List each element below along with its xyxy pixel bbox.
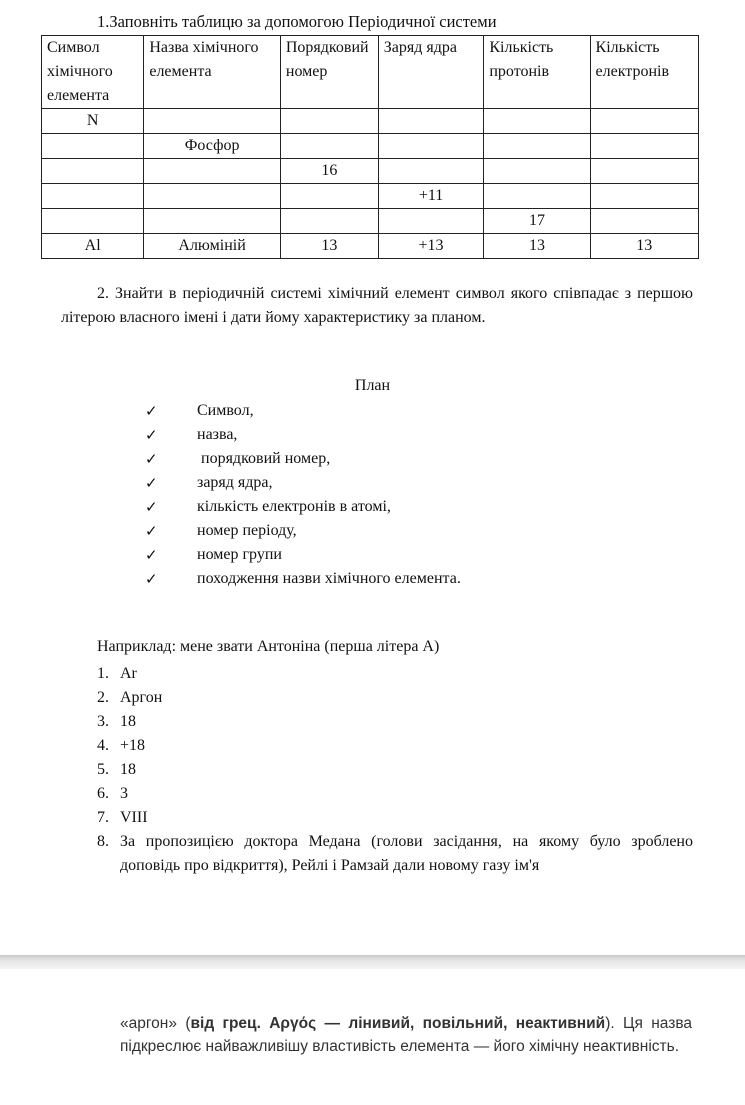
list-item: 4. +18 [97, 737, 146, 754]
check-icon: ✓ [145, 498, 158, 516]
check-icon: ✓ [145, 522, 158, 540]
plan-title: План [354, 377, 391, 394]
list-item: ✓ номер періоду, [145, 519, 461, 543]
header-name: Назва хімічного елемента [144, 36, 281, 109]
table-row [42, 159, 699, 184]
table-cell [42, 134, 144, 159]
list-item: 1. Ar [97, 665, 137, 682]
list-item: ✓ Символ, [145, 399, 461, 423]
list-item: 8. За пропозицією доктора Медана (голови засідання, на якому було зроблено доповідь про відкриття), Рейлі і Рамзай дали новому газу ім'я [97, 833, 693, 874]
table-row [42, 134, 699, 159]
list-item: 2. Аргон [97, 689, 163, 706]
table-cell [378, 209, 484, 234]
table-header-row [42, 36, 699, 109]
table-row [42, 209, 699, 234]
table-cell [378, 109, 484, 134]
list-item: ✓ назва, [145, 423, 461, 447]
task1-title: 1.Заповніть таблицю за допомогою Періодичної системи [97, 12, 497, 31]
table-cell [378, 159, 484, 184]
table-cell: Al [42, 234, 144, 259]
check-icon: ✓ [145, 426, 158, 444]
table-cell [144, 209, 281, 234]
table-row [42, 234, 699, 259]
example-list [97, 662, 693, 878]
list-item: 7. VIII [97, 809, 148, 826]
table-cell: 13 [484, 234, 590, 259]
table-cell [42, 159, 144, 184]
table-cell: +11 [378, 184, 484, 209]
list-item: ✓ порядковий номер, [145, 447, 461, 471]
table-cell [280, 209, 378, 234]
table-cell [484, 159, 590, 184]
table-cell: 17 [484, 209, 590, 234]
check-icon: ✓ [145, 570, 158, 588]
list-item: 5. 18 [97, 761, 136, 778]
elements-table [41, 35, 699, 259]
list-item: ✓ номер групи [145, 543, 461, 567]
check-icon: ✓ [145, 402, 158, 420]
example-title: Наприклад: мене звати Антоніна (перша літера А) [97, 638, 440, 655]
table-cell: 13 [590, 234, 698, 259]
table-cell [144, 184, 281, 209]
table-cell: Алюміній [144, 234, 281, 259]
check-icon: ✓ [145, 450, 158, 468]
table-cell: +13 [378, 234, 484, 259]
page-break-divider [0, 955, 745, 969]
table-cell: 13 [280, 234, 378, 259]
table-cell [280, 109, 378, 134]
table-row [42, 109, 699, 134]
table-cell [590, 209, 698, 234]
table-cell [42, 184, 144, 209]
task2-text: 2. Знайти в періодичній системі хімічний елемент символ якого співпадає з першою літерою власного імені і дати йому характеристику за планом. [61, 285, 693, 326]
table-cell [590, 134, 698, 159]
table-cell [484, 134, 590, 159]
list-item: ✓ кількість електронів в атомі, [145, 495, 461, 519]
table-cell [280, 184, 378, 209]
header-protons: Кількість протонів [484, 36, 590, 109]
table-cell [144, 159, 281, 184]
table-cell [484, 109, 590, 134]
header-electrons: Кількість електронів [590, 36, 698, 109]
list-item: ✓ заряд ядра, [145, 471, 461, 495]
table-cell [590, 184, 698, 209]
list-item: 6. 3 [97, 785, 128, 802]
table-cell [378, 134, 484, 159]
table-cell: N [42, 109, 144, 134]
table-cell [484, 184, 590, 209]
etymology-bold: від грец. Αργός — лінивий, повільний, неактивний [190, 1015, 606, 1032]
header-atomic-number: Порядковий номер [280, 36, 378, 109]
table-cell [590, 159, 698, 184]
table-row [42, 184, 699, 209]
table-cell [42, 209, 144, 234]
plan-list [145, 399, 461, 591]
table-cell: Фосфор [144, 134, 281, 159]
header-symbol: Символ хімічного елемента [42, 36, 144, 109]
list-item: 3. 18 [97, 713, 136, 730]
list-item: ✓ походження назви хімічного елемента. [145, 567, 461, 591]
continuation-paragraph: «аргон» (від грец. Αργός — лінивий, повільний, неактивний). Ця назва підкреслює найважливішу властивість елемента — його хімічну неактивність. [120, 1015, 693, 1055]
table-cell [590, 109, 698, 134]
check-icon: ✓ [145, 546, 158, 564]
table-cell [144, 109, 281, 134]
table-cell: 16 [280, 159, 378, 184]
header-nuclear-charge: Заряд ядра [378, 36, 484, 109]
table-cell [280, 134, 378, 159]
check-icon: ✓ [145, 474, 158, 492]
